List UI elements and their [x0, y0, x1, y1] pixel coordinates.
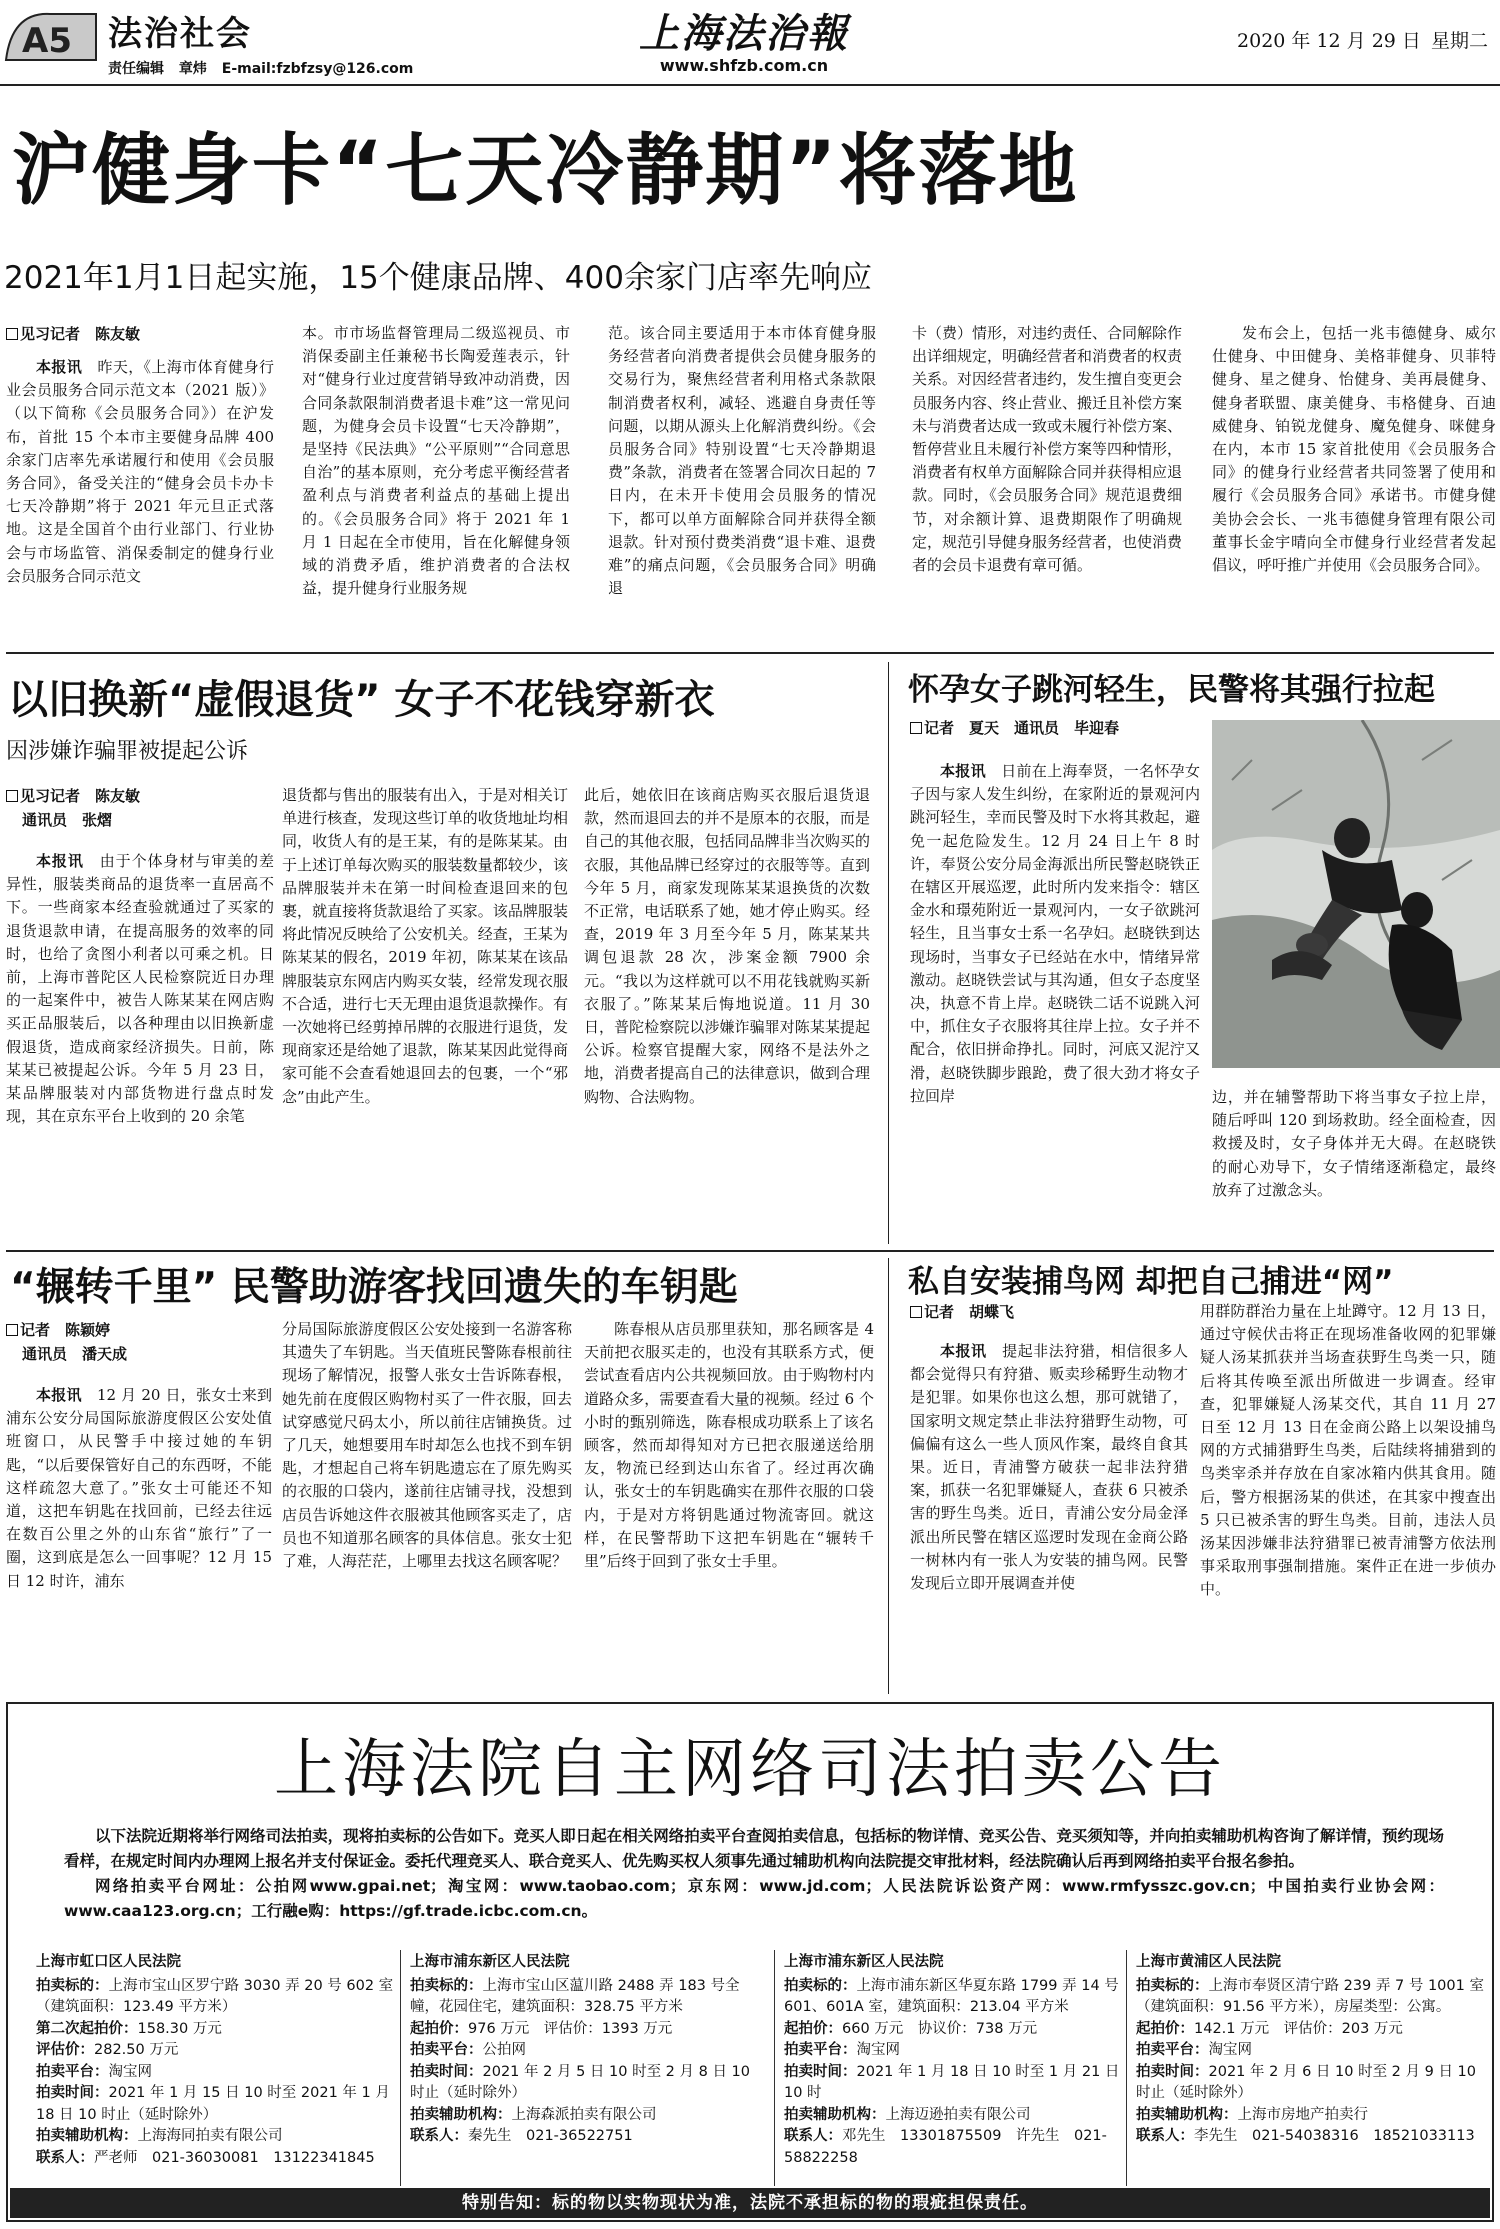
field-value: 上海海同拍卖有限公司	[137, 2128, 283, 2144]
court-listing-lines	[410, 1976, 768, 2148]
field-value: 淘宝网	[108, 2063, 152, 2080]
field-label: 拍卖辅助机构：	[410, 2106, 512, 2123]
field-label: 拍卖时间：	[1136, 2063, 1209, 2080]
field-label: 拍卖平台：	[1136, 2042, 1209, 2058]
court-listing: 上海市浦东新区人民法院 拍卖标的：上海市宝山区蕰川路 2488 弄 183 号全幢，花园住宅，建筑面积：328.75 平方米 起拍价：976 万元 评估价：1393 万元 拍卖平台：公拍网 拍卖时间：2021 年 2 月 5 日 10 时至 2 月 8 日 10 时止（延时除外） 拍卖辅助机构：上海森派拍卖有限公司 联系人：秦先生 021-36522751	[410, 1952, 768, 2184]
field-label: 起拍价：	[1136, 2020, 1194, 2037]
article4-column-2: 分局国际旅游度假区公安处接到一名游客称其遗失了车钥匙。当天值班民警陈春根前往现场了解情况，报警人张女士告诉陈春根，她先前在度假区购物村买了一件衣服，回去试穿感觉尺码太小，所以前往店铺换货。过了几天，她想要用车时却怎么也找不到车钥匙，才想起自己将车钥匙遗忘在了原先购买的衣服的口袋内，遂前往店铺寻找，没想到店员告诉她这件衣服被其他顾客买走了，店员也不知道那名顾客的具体信息。张女士犯了难，人海茫茫，上哪里去找这名顾客呢？	[282, 1320, 572, 1571]
auction-intro-paragraph: 以下法院近期将举行网络司法拍卖，现将拍卖标的公告如下。竞买人即日起在相关网络拍卖平台查阅拍卖信息，包括标的物详情、竞买公告、竞买须知等，并向拍卖辅助机构咨询了解详情，预约现场看样，在规定时间内办理网上报名并支付保证金。委托代理竞买人、联合竞买人、优先购买权人须事先通过辅助机构向法院提交审批材料，经法院确认后再到网络拍卖平台报名参拍。	[64, 1827, 1444, 1870]
field-value: 淘宝网	[856, 2042, 900, 2058]
court-listing: 上海市虹口区人民法院 拍卖标的：上海市宝山区罗宁路 3030 弄 20 号 602 室（建筑面积：123.49 平方米） 第二次起拍价：158.30 万元 评估价：282.50 万元 拍卖平台：淘宝网 拍卖时间：2021 年 1 月 15 日 10 时至 2021 年 1 月 18 日 10 时止（延时除外） 拍卖辅助机构：上海海同拍卖有限公司 联系人：严老师 021-36030081 13122341845	[36, 1952, 394, 2184]
field-label: 联系人：	[36, 2149, 94, 2166]
field-label: 拍卖平台：	[784, 2042, 857, 2058]
newspaper-website[interactable]: www.shfzb.com.cn	[659, 56, 829, 75]
field-label: 拍卖标的：	[1136, 1977, 1209, 1994]
court-listing-line	[1136, 2040, 1494, 2062]
auction-intro	[64, 1824, 1444, 1924]
field-label: 评估价：	[36, 2042, 94, 2058]
court-listing-line	[410, 2062, 768, 2105]
field-value: 282.50 万元	[94, 2042, 179, 2058]
article5-headline: 私自安装捕鸟网 却把自己捕进“网”	[908, 1264, 1394, 1300]
field-label: 拍卖时间：	[784, 2063, 857, 2080]
court-listing-line	[36, 1976, 394, 2019]
field-value: 158.30 万元	[137, 2020, 222, 2037]
court-listing-line	[36, 2062, 394, 2084]
article2-column-1: 本报讯 由于个体身材与审美的差异性，服装类商品的退货率一直居高不下。一些商家本经查验就通过了买家的退货退款申请，在提高服务的效率的同时，也给了贪图小利者以可乘之机。日前，上海市普陀区人民检察院近日办理的一起案件中，被告人陈某某在网店购买正品服装后，以各种理由以旧换新虚假退货，造成商家经济损失。日前，陈某某已被提起公诉。今年 5 月 23 日，某品牌服装对内部货物进行盘点时发现，其在京东平台上收到的 20 余笔	[6, 852, 274, 1126]
field-label: 拍卖辅助机构：	[784, 2106, 886, 2123]
article5-byline: 记者 胡蝶飞	[910, 1300, 1014, 1324]
court-listing-line	[784, 2019, 1142, 2041]
field-label: 拍卖标的：	[36, 1977, 109, 1994]
article2-headline: 以旧换新“虚假退货” 女子不花钱穿新衣	[8, 677, 715, 723]
column-divider	[1126, 1950, 1127, 2186]
court-listing-line	[36, 2083, 394, 2126]
special-notice-bar: 特别告知：标的物以实物现状为准，法院不承担标的物的瑕疵担保责任。	[10, 2188, 1490, 2218]
field-label: 拍卖标的：	[410, 1977, 483, 1994]
field-label: 第二次起拍价：	[36, 2020, 138, 2037]
editor-name: 章炜	[178, 61, 207, 77]
field-value: 上海迈逊拍卖有限公司	[885, 2106, 1031, 2123]
article1-lead-label: 本报讯	[36, 358, 83, 376]
court-listing: 上海市黄浦区人民法院 拍卖标的：上海市奉贤区清宁路 239 弄 7 号 1001 室（建筑面积：91.56 平方米），房屋类型：公寓。 起拍价：142.1 万元 评估价：203 万元 拍卖平台：淘宝网 拍卖时间：2021 年 2 月 6 日 10 时至 2 月 9 日 10 时止（延时除外） 拍卖辅助机构：上海市房地产拍卖行 联系人：李先生 021-54038316 18521033113	[1136, 1952, 1494, 2184]
court-auction-notice	[6, 1702, 1494, 2222]
field-value: 2021 年 2 月 6 日 10 时至 2 月 9 日 10 时止（延时除外）	[1136, 2063, 1477, 2101]
article3-byline: 记者 夏天 通讯员 毕迎春	[910, 716, 1119, 740]
article4-headline: “辗转千里” 民警助游客找回遗失的车钥匙	[10, 1265, 738, 1310]
court-listing-line	[36, 2126, 394, 2148]
court-listing-line	[410, 2126, 768, 2148]
field-value: 上海市浦东新区华夏东路 1799 弄 14 号 601、601A 室，建筑面积：213.04 平方米	[784, 1977, 1119, 2015]
court-listing-line	[1136, 2019, 1494, 2041]
court-listing-line	[1136, 2126, 1494, 2148]
court-listing-line	[1136, 2105, 1494, 2127]
field-value: 976 万元 评估价：1393 万元	[468, 2020, 673, 2037]
column-divider	[774, 1950, 775, 2186]
court-listing-line	[36, 2040, 394, 2062]
field-label: 拍卖时间：	[36, 2085, 109, 2101]
court-listing-lines	[1136, 1976, 1494, 2148]
article1-column-4: 卡（费）情形，对违约责任、合同解除作出详细规定，明确经营者和消费者的权责关系。对因经营者违约，发生擅自变更会员服务内容、终止营业、搬迁且补偿方案未与消费者达成一致或未履行补偿方案、暂停营业且未履行补偿方案等四种情形，消费者有权单方面解除合同并获得相应退款。同时，《会员服务合同》规范退费细节，对余额计算、退费期限作了明确规定，规范引导健身服务经营者，也使消费者的会员卡退费有章可循。	[912, 324, 1182, 575]
field-value: 公拍网	[482, 2042, 526, 2058]
field-value: 2021 年 2 月 5 日 10 时至 2 月 8 日 10 时止（延时除外）	[410, 2063, 751, 2101]
court-listing-line	[784, 2062, 1142, 2105]
article2-subhead: 因涉嫌诈骗罪被提起公诉	[6, 739, 249, 764]
article1-byline: 见习记者 陈友敏	[6, 322, 140, 346]
court-listing-line	[1136, 2062, 1494, 2105]
field-value: 2021 年 1 月 18 日 10 时至 1 月 21 日 10 时	[784, 2063, 1120, 2101]
article3-headline: 怀孕女子跳河轻生，民警将其强行拉起	[908, 672, 1435, 708]
editor-label: 责任编辑	[108, 61, 164, 77]
court-listing-lines	[36, 1976, 394, 2170]
court-listing-line	[784, 2126, 1142, 2169]
court-listing-line	[784, 1976, 1142, 2019]
field-label: 拍卖辅助机构：	[1136, 2106, 1238, 2123]
section-name: 法治社会	[108, 14, 252, 54]
article2-byline: 见习记者 陈友敏 通讯员 张熠	[6, 784, 140, 832]
newspaper-logo: 上海法治報	[639, 10, 849, 57]
article2-column-2: 退货都与售出的服装有出入，于是对相关订单进行核查，发现这些订单的收货地址均相同，收货人有的是王某，有的是陈某某。由于上述订单每次购买的服装数量都较少，该品牌服装并未在第一时间检查退回来的包裹，就直接将货款退给了买家。该品牌服装将此情况反映给了公安机关。经查，王某为陈某某的假名，2019 年初，陈某某在该品牌服装京东网店内购买女装，经常发现衣服不合适，进行七天无理由退货退款操作。有一次她将已经剪掉吊牌的衣服进行退货，发现商家还是给她了退款，陈某某因此觉得商家可能不会查看她退回去的包裹，一个“邪念”由此产生。	[282, 786, 568, 1106]
article4-byline: 记者 陈颖婷 通讯员 潘天成	[6, 1318, 127, 1366]
divider	[6, 1250, 1494, 1252]
editor-email: E-mail:fzbfzsy@126.com	[221, 61, 414, 77]
field-label: 拍卖平台：	[410, 2042, 483, 2058]
field-label: 拍卖辅助机构：	[36, 2128, 138, 2144]
article1-column-5: 发布会上，包括一兆韦德健身、威尔仕健身、中田健身、美格菲健身、贝菲特健身、星之健身、怡健身、美再晨健身、健身者联盟、康美健身、韦格健身、百迪威健身、铂锐龙健身、魔兔健身、咪健身在内，本市 15 家首批使用《会员服务合同》的健身行业经营者共同签署了使用和履行《会员服务合同》承诺书。市健身健美协会会长、一兆韦德健身管理有限公司董事长金宇晴向全市健身行业经营者发起倡议，呼吁推广并使用《会员服务合同》。	[1212, 324, 1496, 575]
masthead	[0, 0, 1500, 86]
divider	[6, 652, 1494, 654]
article1-headline: 沪健身卡“七天冷静期”将落地	[12, 126, 1079, 216]
field-label: 联系人：	[784, 2128, 842, 2144]
court-listing-line	[36, 2148, 394, 2170]
field-label: 拍卖时间：	[410, 2063, 483, 2080]
vertical-divider	[888, 662, 889, 1244]
court-listing: 上海市浦东新区人民法院 拍卖标的：上海市浦东新区华夏东路 1799 弄 14 号 601、601A 室，建筑面积：213.04 平方米 起拍价：660 万元 协议价：738 万元 拍卖平台：淘宝网 拍卖时间：2021 年 1 月 18 日 10 时至 1 月 21 日 10 时 拍卖辅助机构：上海迈逊拍卖有限公司 联系人：邓先生 13301875509 许先生 021-58822258	[784, 1952, 1142, 2184]
vertical-divider	[888, 1258, 889, 1694]
court-listing-line	[784, 2105, 1142, 2127]
field-label: 拍卖平台：	[36, 2063, 109, 2080]
article1-subhead: 2021年1月1日起实施，15个健康品牌、400余家门店率先响应	[4, 260, 872, 296]
article3-column-2: 边，并在辅警帮助下将当事女子拉上岸，随后呼叫 120 到场救助。经全面检查，因救援及时，女子身体并无大碍。在赵晓铁的耐心劝导下，女子情绪逐渐稳定，最终放弃了过激念头。	[1212, 1088, 1496, 1199]
field-value: 上海市奉贤区清宁路 239 弄 7 号 1001 室（建筑面积：91.56 平方米），房屋类型：公寓。	[1136, 1977, 1484, 2015]
article1-column-2: 本。市市场监督管理局二级巡视员、市消保委副主任兼秘书长陶爱莲表示，针对“健身行业过度营销导致冲动消费，因合同条款限制消费者退卡难”这一常见问题，为健身会员卡设置“七天冷静期”，是坚持《民法典》“公平原则”“合同意思自治”的基本原则，充分考虑平衡经营者盈利点与消费者利益点的基础上提出的。《会员服务合同》将于 2021 年 1 月 1 日起在全市使用，旨在化解健身领域的消费矛盾，维护消费者的合法权益，提升健身行业服务规	[302, 324, 570, 598]
field-label: 拍卖标的：	[784, 1977, 857, 1994]
article4-column-3: 陈春根从店员那里获知，那名顾客是 4 天前把衣服买走的，也没有其联系方式，便尝试查看店内公共视频回放。由于购物村内道路众多，需要查看大量的视频。经过 6 个小时的甄别筛选，陈春根成功联系上了该名顾客，然而却得知对方已把衣服递送给朋友，物流已经到达山东省了。经过再次确认，张女士的车钥匙确实在那件衣服的口袋内，于是对方将钥匙通过物流寄回。就这样，在民警帮助下这把车钥匙在“辗转千里”后终于回到了张女士手里。	[584, 1320, 874, 1571]
article1-column-1: 本报讯 昨天，《上海市体育健身行业会员服务合同示范文本（2021 版）》（以下简称《会员服务合同》）在沪发布，首批 15 个本市主要健身品牌 400 余家门店率先承诺履行和使用《会员服务合同》，备受关注的“健身会员卡办卡七天冷静期”将于 2021 年元旦正式落地。这是全国首个由行业部门、行业协会与市场监管、消保委制定的健身行业会员服务合同示范文	[6, 358, 274, 585]
field-value: 上海市房地产拍卖行	[1237, 2106, 1368, 2123]
field-value: 淘宝网	[1208, 2042, 1252, 2058]
issue-date	[1233, 26, 1488, 53]
field-value: 660 万元 协议价：738 万元	[842, 2020, 1038, 2037]
court-listing-line	[36, 2019, 394, 2041]
article1-column-3: 范。该合同主要适用于本市体育健身服务经营者向消费者提供会员健身服务的交易行为，聚焦经营者利用格式条款限制消费者权利，减轻、逃避自身责任等问题，以期从源头上化解消费纠纷。《会员服务合同》特别设置“七天冷静期退费”条款，消费者在签署合同次日起的 7 日内，在未开卡使用会员服务的情况下，都可以单方面解除合同并获得全额退款。针对预付费类消费“退卡难、退费难”的痛点问题，《会员服务合同》明确退	[608, 324, 876, 598]
field-value: 严老师 021-36030081 13122341845	[94, 2149, 375, 2166]
auction-title: 上海法院自主网络司法拍卖公告	[274, 1733, 1226, 1807]
court-listing-line	[410, 2040, 768, 2062]
column-divider	[400, 1950, 401, 2186]
field-label: 起拍价：	[784, 2020, 842, 2037]
field-label: 联系人：	[1136, 2128, 1194, 2144]
field-value: 上海森派拍卖有限公司	[511, 2106, 657, 2123]
field-value: 2021 年 1 月 15 日 10 时至 2021 年 1 月 18 日 10 时止（延时除外）	[36, 2085, 390, 2123]
article5-column-2: 用群防群治力量在上址蹲守。12 月 13 日，通过守候伏击将正在现场准备收网的犯罪嫌疑人汤某抓获并当场查获野生鸟类一只，随后将其传唤至派出所做进一步调查。经审查，犯罪嫌疑人汤某交代，其自 11 月 27 日至 12 月 13 日在金商公路上以架设捕鸟网的方式捕猎野生鸟类，后陆续将捕猎到的鸟类宰杀并存放在自家冰箱内供其食用。随后，警方根据汤某的供述，在其家中搜查出 5 只已被杀害的野生鸟类。目前，违法人员汤某因涉嫌非法狩猎罪已被青浦警方依法刑事采取刑事强制措施。案件正在进一步侦办中。	[1200, 1302, 1496, 1599]
court-listing-line	[784, 2040, 1142, 2062]
rescue-photo	[1212, 720, 1500, 1068]
editor-line	[108, 58, 423, 78]
page-number-badge	[2, 6, 98, 66]
weekday: 星期二	[1430, 30, 1488, 52]
field-value: 上海市宝山区罗宁路 3030 弄 20 号 602 室（建筑面积：123.49 平方米）	[36, 1977, 394, 2015]
field-value: 李先生 021-54038316 18521033113	[1194, 2128, 1475, 2144]
page-number: A5	[22, 21, 72, 61]
field-label: 联系人：	[410, 2128, 468, 2144]
auction-platforms[interactable]: 网络拍卖平台网址：公拍网www.gpai.net；淘宝网：www.taobao.com；京东网：www.jd.com；人民法院诉讼资产网：www.rmfysszc.gov.cn；中国拍卖行业协会网：www.caa123.org.cn；工行融e购：https://gf.trade.icbc.com.cn。	[64, 1877, 1444, 1920]
court-listing-line	[410, 1976, 768, 2019]
article3-column-1: 本报讯 日前在上海奉贤，一名怀孕女子因与家人发生纠纷，在家附近的景观河内跳河轻生，幸而民警及时下水将其救起，避免一起危险发生。12 月 24 日上午 8 时许，奉贤公安分局金海派出所民警赵晓铁正在辖区开展巡逻，此时所内发来指令：辖区金水和璟苑附近一景观河内，一女子欲跳河轻生，且当事女士系一名孕妇。赵晓铁到达现场时，当事女子已经站在水中，情绪异常激动。赵晓铁尝试与其沟通，但女子态度坚决，执意不肯上岸。赵晓铁二话不说跳入河中，抓住女子衣服将其往岸上拉。女子并不配合，依旧拼命挣扎。同时，河底又泥泞又滑，赵晓铁脚步踉跄，费了很大劲才将女子拉回岸	[910, 762, 1200, 1105]
court-listing-lines	[784, 1976, 1142, 2170]
field-label: 起拍价：	[410, 2020, 468, 2037]
court-listing-line	[410, 2019, 768, 2041]
date: 2020 年 12 月 29 日	[1237, 30, 1421, 52]
article5-column-1: 本报讯 提起非法狩猎，相信很多人都会觉得只有狩猎、贩卖珍稀野生动物才是犯罪。如果你也这么想，那可就错了，国家明文规定禁止非法狩猎野生动物，可偏偏有这么一些人顶风作案，最终自食其果。近日，青浦警方破获一起非法狩猎案，抓获一名犯罪嫌疑人，查获 6 只被杀害的野生鸟类。近日，青浦公安分局金泽派出所民警在辖区巡逻时发现在金商公路一树林内有一张人为安装的捕鸟网。民警发现后立即开展调查并使	[910, 1342, 1188, 1593]
field-value: 秦先生 021-36522751	[468, 2128, 633, 2144]
court-listing-line	[1136, 1976, 1494, 2019]
article2-column-3: 此后，她依旧在该商店购买衣服后退货退款，然而退回去的并不是原本的衣服，而是自己的其他衣服，包括同品牌非当次购买的衣服，其他品牌已经穿过的衣服等等。直到今年 5 月，商家发现陈某某退换货的次数不正常，电话联系了她，她才停止购买。经查，2019 年 3 月至今年 5 月，陈某某共调包退款 28 次，涉案金额 7900 余元。“我以为这样就可以不用花钱就购买新衣服了。”陈某某后悔地说道。11 月 30 日，普陀检察院以涉嫌诈骗罪对陈某某提起公诉。检察官提醒大家，网络不是法外之地，消费者提高自己的法律意识，做到合理购物、合法购物。	[584, 786, 870, 1106]
article4-column-1: 本报讯 12 月 20 日，张女士来到浦东公安分局国际旅游度假区公安处值班窗口，从民警手中接过她的车钥匙，“以后要保管好自己的东西呀，不能这样疏忽大意了。”张女士可能还不知道，这把车钥匙在找回前，已经去往远在数百公里之外的山东省“旅行”了一圈，这到底是怎么一回事呢？12 月 15 日 12 时许，浦东	[6, 1386, 272, 1590]
field-value: 142.1 万元 评估价：203 万元	[1194, 2020, 1403, 2037]
field-value: 上海市宝山区蕰川路 2488 弄 183 号全幢，花园住宅，建筑面积：328.75 平方米	[410, 1977, 740, 2015]
court-listing-line	[410, 2105, 768, 2127]
field-value: 邓先生 13301875509 许先生 021-58822258	[784, 2128, 1107, 2166]
